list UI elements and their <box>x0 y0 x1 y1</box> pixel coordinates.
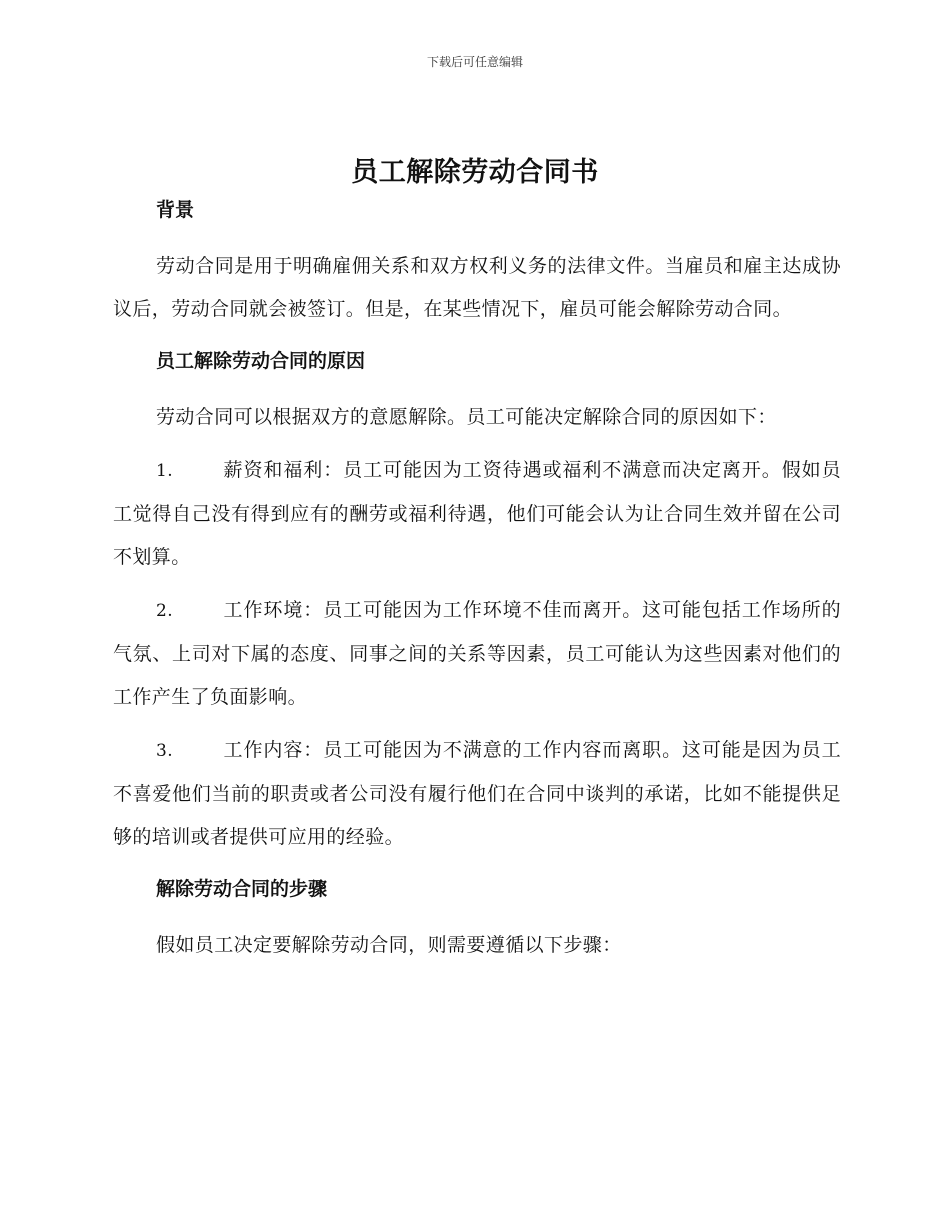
header-note: 下载后可任意编辑 <box>426 55 523 69</box>
list-number: 3. <box>156 741 174 761</box>
list-item-text: 薪资和福利：员工可能因为工资待遇或福利不满意而决定离开。假如员工觉得自己没有得到应有的酬劳或福利待遇，他们可能会认为让合同生效并留在公司不划算。 <box>113 459 841 568</box>
heading-reasons: 员工解除劳动合同的原因 <box>156 350 366 372</box>
list-number: 1. <box>156 461 174 481</box>
paragraph-background: 劳动合同是用于明确雇佣关系和双方权利义务的法律文件。当雇员和雇主达成协议后，劳动合同就会被签订。但是，在某些情况下，雇员可能会解除劳动合同。 <box>113 255 841 320</box>
heading-background: 背景 <box>156 199 195 221</box>
document-body <box>113 196 841 967</box>
list-item-text: 工作内容：员工可能因为不满意的工作内容而离职。这可能是因为员工不喜爱他们当前的职责或者公司没有履行他们在合同中谈判的承诺，比如不能提供足够的培训或者提供可应用的经验。 <box>113 739 841 848</box>
list-item-1 <box>113 449 841 579</box>
list-item-3 <box>113 729 841 859</box>
document-title: 员工解除劳动合同书 <box>351 157 599 188</box>
paragraph-steps-intro: 假如员工决定要解除劳动合同，则需要遵循以下步骤： <box>156 934 622 956</box>
paragraph-reasons-intro: 劳动合同可以根据双方的意愿解除。员工可能决定解除合同的原因如下： <box>156 406 777 428</box>
list-item-2 <box>113 589 841 719</box>
list-item-text: 工作环境：员工可能因为工作环境不佳而离开。这可能包括工作场所的气氛、上司对下属的态度、同事之间的关系等因素，员工可能认为这些因素对他们的工作产生了负面影响。 <box>113 599 841 708</box>
heading-steps: 解除劳动合同的步骤 <box>156 878 328 900</box>
list-number: 2. <box>156 601 174 621</box>
